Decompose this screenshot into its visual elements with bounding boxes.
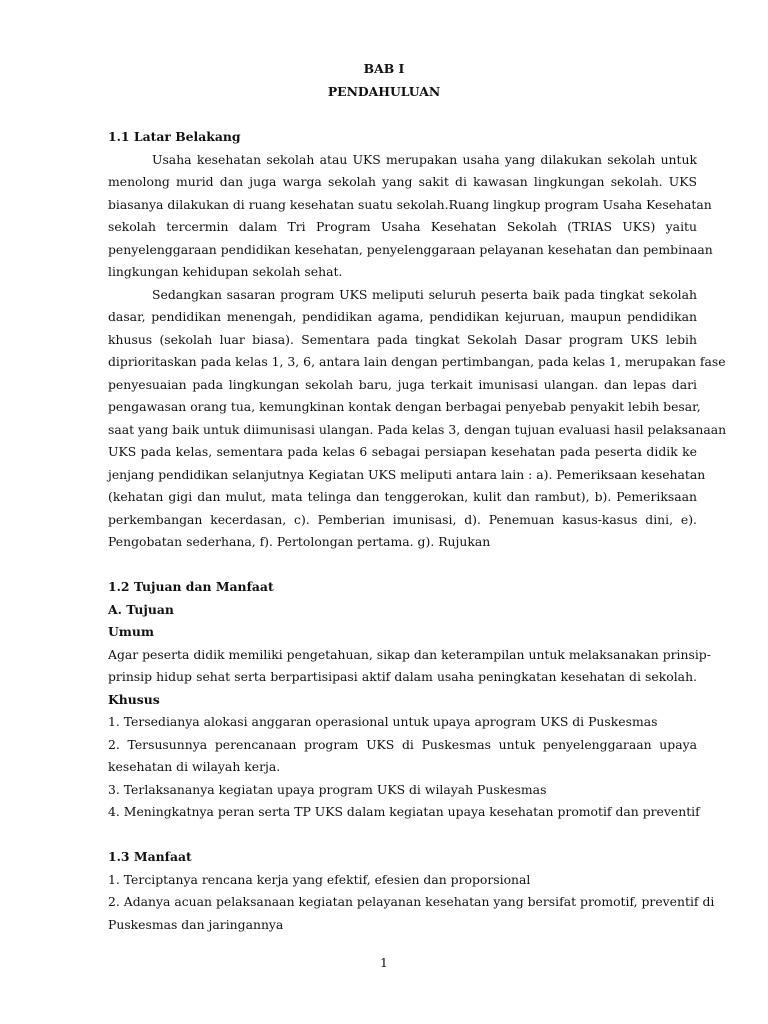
paragraph-line: penyesuaian pada lingkungan sekolah baru, juga terkait imunisasi ulangan. dan lepas dari xyxy=(108,377,697,392)
list-item: 2. Tersusunnya perencanaan program UKS di Puskesmas untuk penyelenggaraan upaya xyxy=(108,737,697,752)
paragraph-line: perkembangan kecerdasan, c). Pemberian imunisasi, d). Penemuan kasus-kasus dini, e). xyxy=(108,512,697,527)
list-item: 3. Terlaksananya kegiatan upaya program UKS di wilayah Puskesmas xyxy=(108,782,547,797)
section-heading-1-2: 1.2 Tujuan dan Manfaat xyxy=(108,579,274,594)
paragraph-line: pengawasan orang tua, kemungkinan kontak dengan berbagai penyebab penyakit lebih besar, xyxy=(108,399,701,414)
list-item: 1. Terciptanya rencana kerja yang efektif, efesien dan proporsional xyxy=(108,872,531,887)
chapter-subtitle: PENDAHULUAN xyxy=(327,84,441,99)
subheading-tujuan: A. Tujuan xyxy=(108,602,174,617)
paragraph-line: dasar, pendidikan menengah, pendidikan agama, pendidikan kejuruan, maupun pendidikan xyxy=(108,309,697,324)
paragraph-line: lingkungan kehidupan sekolah sehat. xyxy=(108,264,343,279)
list-item: 1. Tersedianya alokasi anggaran operasional untuk upaya aprogram UKS di Puskesmas xyxy=(108,714,658,729)
list-item: 2. Adanya acuan pelaksanaan kegiatan pelayanan kesehatan yang bersifat promotif, preventif di xyxy=(108,894,715,909)
paragraph-line: (kehatan gigi dan mulut, mata telinga dan tenggerokan, kulit dan rambut), b). Pemeriksaan xyxy=(108,489,697,504)
paragraph-line: prinsip hidup sehat serta berpartisipasi aktif dalam usaha peningkatan kesehatan di sekolah. xyxy=(108,669,697,684)
paragraph-line: saat yang baik untuk diimunisasi ulangan. Pada kelas 3, dengan tujuan evaluasi hasil pelaksanaan xyxy=(108,422,727,437)
list-item: Puskesmas dan jaringannya xyxy=(108,917,284,932)
paragraph-line: Usaha kesehatan sekolah atau UKS merupakan usaha yang dilakukan sekolah untuk xyxy=(152,152,697,167)
list-item: kesehatan di wilayah kerja. xyxy=(108,759,281,774)
section-heading-1-3: 1.3 Manfaat xyxy=(108,849,192,864)
paragraph-line: sekolah tercermin dalam Tri Program Usaha Kesehatan Sekolah (TRIAS UKS) yaitu xyxy=(108,219,697,234)
section-heading-1-1: 1.1 Latar Belakang xyxy=(108,129,241,144)
paragraph-line: Pengobatan sederhana, f). Pertolongan pertama. g). Rujukan xyxy=(108,534,491,549)
paragraph-line: Sedangkan sasaran program UKS meliputi seluruh peserta baik pada tingkat sekolah xyxy=(152,287,697,302)
subheading-umum: Umum xyxy=(108,624,155,639)
list-item: 4. Meningkatnya peran serta TP UKS dalam kegiatan upaya kesehatan promotif dan preventif xyxy=(108,804,700,819)
paragraph-line: biasanya dilakukan di ruang kesehatan suatu sekolah.Ruang lingkup program Usaha Kesehatan xyxy=(108,197,712,212)
paragraph-line: UKS pada kelas, sementara pada kelas 6 sebagai persiapan kesehatan pada peserta didik ke xyxy=(108,444,697,459)
page-number: 1 xyxy=(380,955,388,970)
chapter-title: BAB I xyxy=(363,61,405,76)
paragraph-line: menolong murid dan juga warga sekolah yang sakit di kawasan lingkungan sekolah. UKS xyxy=(108,174,697,189)
paragraph-line: Agar peserta didik memiliki pengetahuan, sikap dan keterampilan untuk melaksanakan prinsip- xyxy=(108,647,711,662)
paragraph-line: penyelenggaraan pendidikan kesehatan, penyelenggaraan pelayanan kesehatan dan pembinaan xyxy=(108,242,713,257)
paragraph-line: khusus (sekolah luar biasa). Sementara pada tingkat Sekolah Dasar program UKS lebih xyxy=(108,332,697,347)
paragraph-line: jenjang pendidikan selanjutnya Kegiatan UKS meliputi antara lain : a). Pemeriksaan kesehatan xyxy=(108,467,706,482)
paragraph-line: diprioritaskan pada kelas 1, 3, 6, antara lain dengan pertimbangan, pada kelas 1, merupakan fase xyxy=(108,354,726,369)
subheading-khusus: Khusus xyxy=(108,692,160,707)
